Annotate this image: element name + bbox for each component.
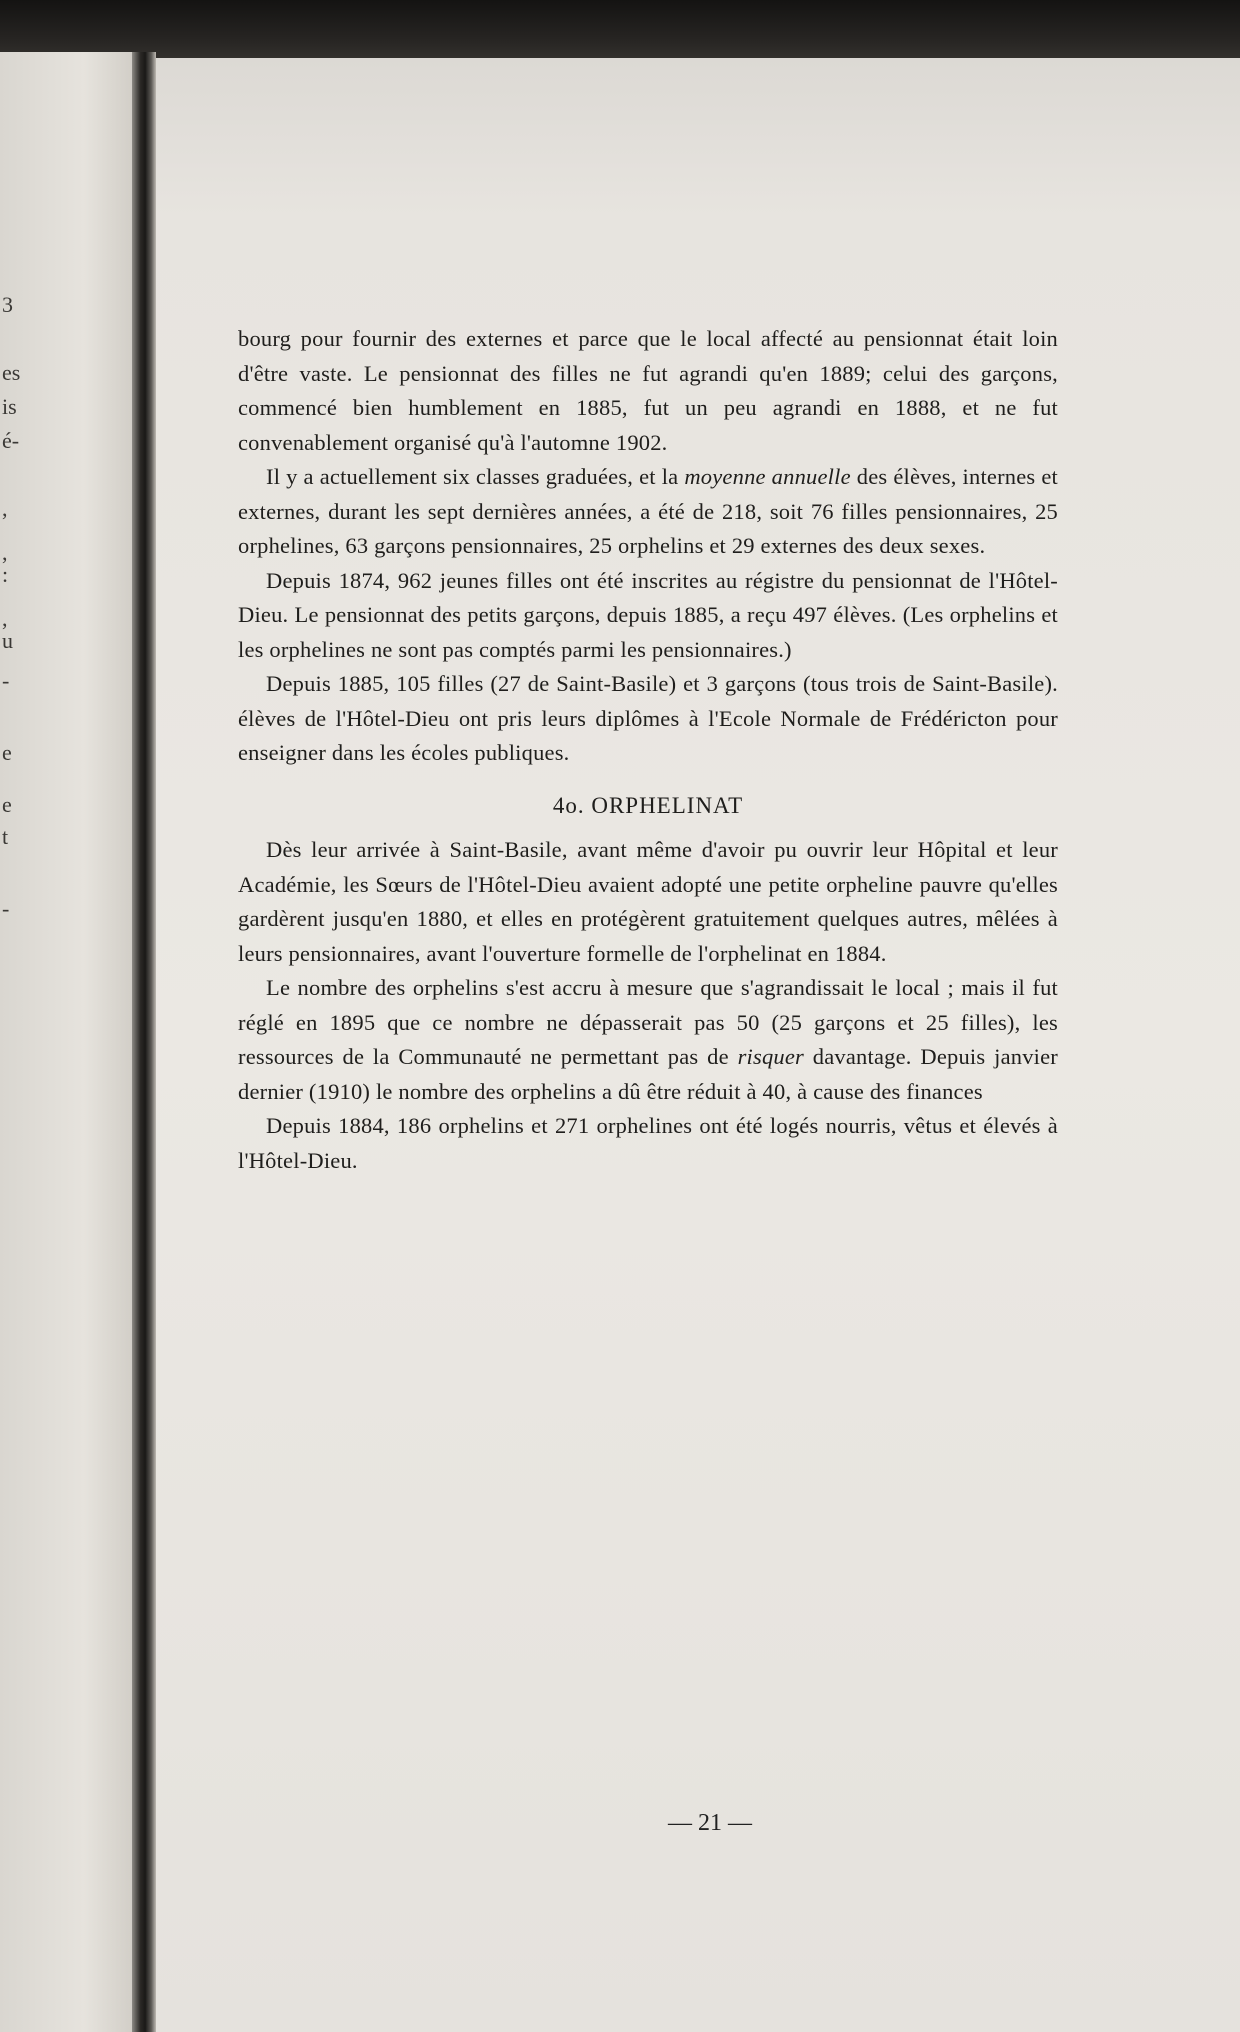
left-page-fragment: , (2, 540, 8, 565)
left-page-fragment: e (2, 792, 12, 817)
paragraph-text: Depuis 1884, 186 orphelins et 271 orphelines ont été logés nourris, vêtus et élevés à l'Hôtel-Dieu. (238, 1113, 1058, 1173)
paragraph (238, 833, 1058, 971)
left-page-fragment: , (2, 606, 8, 631)
left-page-edge (0, 52, 140, 2032)
page-number: — 21 — (668, 1810, 752, 1836)
paragraph (238, 971, 1058, 1109)
paragraph-text: Depuis 1885, 105 filles (27 de Saint-Basile) et 3 garçons (tous trois de Saint-Basile). élèves de l'Hôtel-Dieu ont pris leurs diplômes à l'Ecole Normale de Frédéricton pour enseigner dans les écoles publiques. (238, 671, 1058, 765)
section-heading: 4o. ORPHELINAT (552, 792, 744, 818)
book-spine (132, 52, 156, 2032)
paragraph-text: bourg pour fournir des externes et parce que le local affecté au pensionnat était loin d'être vaste. Le pensionnat des filles ne fut agrandi qu'en 1889; celui des garçons, commencé bien humblement en 1885, fut un peu agrandi en 1888, et ne fut convenablement organisé qu'à l'automne 1902. (238, 326, 1058, 455)
left-page-fragment: , (2, 496, 8, 521)
left-page-fragment: u (2, 628, 13, 653)
paragraph-text: Dès leur arrivée à Saint-Basile, avant même d'avoir pu ouvrir leur Hôpital et leur Académie, les Sœurs de l'Hôtel-Dieu avaient adopté une petite orpheline pauvre qu'elles gardèrent jusqu'en 1880, et elles en protégèrent gratuitement quelques autres, mêlées à leurs pensionnaires, avant l'ouverture formelle de l'orphelinat en 1884. (238, 837, 1058, 966)
left-page-fragment: e (2, 740, 12, 765)
paragraph (238, 1109, 1058, 1178)
italic-phrase: moyenne annuelle (684, 464, 851, 489)
paragraph-text: davantage. Depuis janvier dernier (1910) le nombre des orphelins a dû être réduit à 40, à cause des finances (238, 1044, 1058, 1104)
page-text (238, 322, 1058, 1178)
paragraph (238, 322, 1058, 460)
paragraph-text: Il y a actuellement six classes graduées, et la (266, 464, 685, 489)
left-page-fragment: é- (2, 428, 20, 453)
paragraph-text: Le nombre des orphelins s'est accru à mesure que s'agrandissait le local ; mais il fut réglé en 1895 que ce nombre ne dépasserait pas 50 (25 garçons et 25 filles), les ressources de la Communauté ne permettant pas de (238, 975, 1058, 1069)
paragraph (238, 564, 1058, 668)
paragraph-text: des élèves, internes et externes, durant les sept dernières années, a été de 218, soit 76 filles pensionnaires, 25 orphelines, 63 garçons pensionnaires, 25 orphelins et 29 externes des deux sexes. (238, 464, 1058, 558)
left-page-fragment: es (2, 360, 21, 385)
paragraph (238, 460, 1058, 564)
left-page-fragment: is (2, 394, 17, 419)
left-page-fragment: : (2, 562, 9, 587)
paragraph (238, 667, 1058, 771)
left-page-fragment: - (2, 896, 10, 921)
paragraph-text: Depuis 1874, 962 jeunes filles ont été inscrites au régistre du pensionnat de l'Hôtel-Dieu. Le pensionnat des petits garçons, depuis 1885, a reçu 497 élèves. (Les orphelins et les orphelines ne sont pas comptés parmi les pensionnaires.) (238, 567, 1058, 662)
italic-word: risquer (737, 1044, 804, 1069)
left-page-fragment: t (2, 824, 9, 849)
left-page-fragment: 3 (2, 292, 13, 317)
left-page-fragment: - (2, 668, 10, 693)
